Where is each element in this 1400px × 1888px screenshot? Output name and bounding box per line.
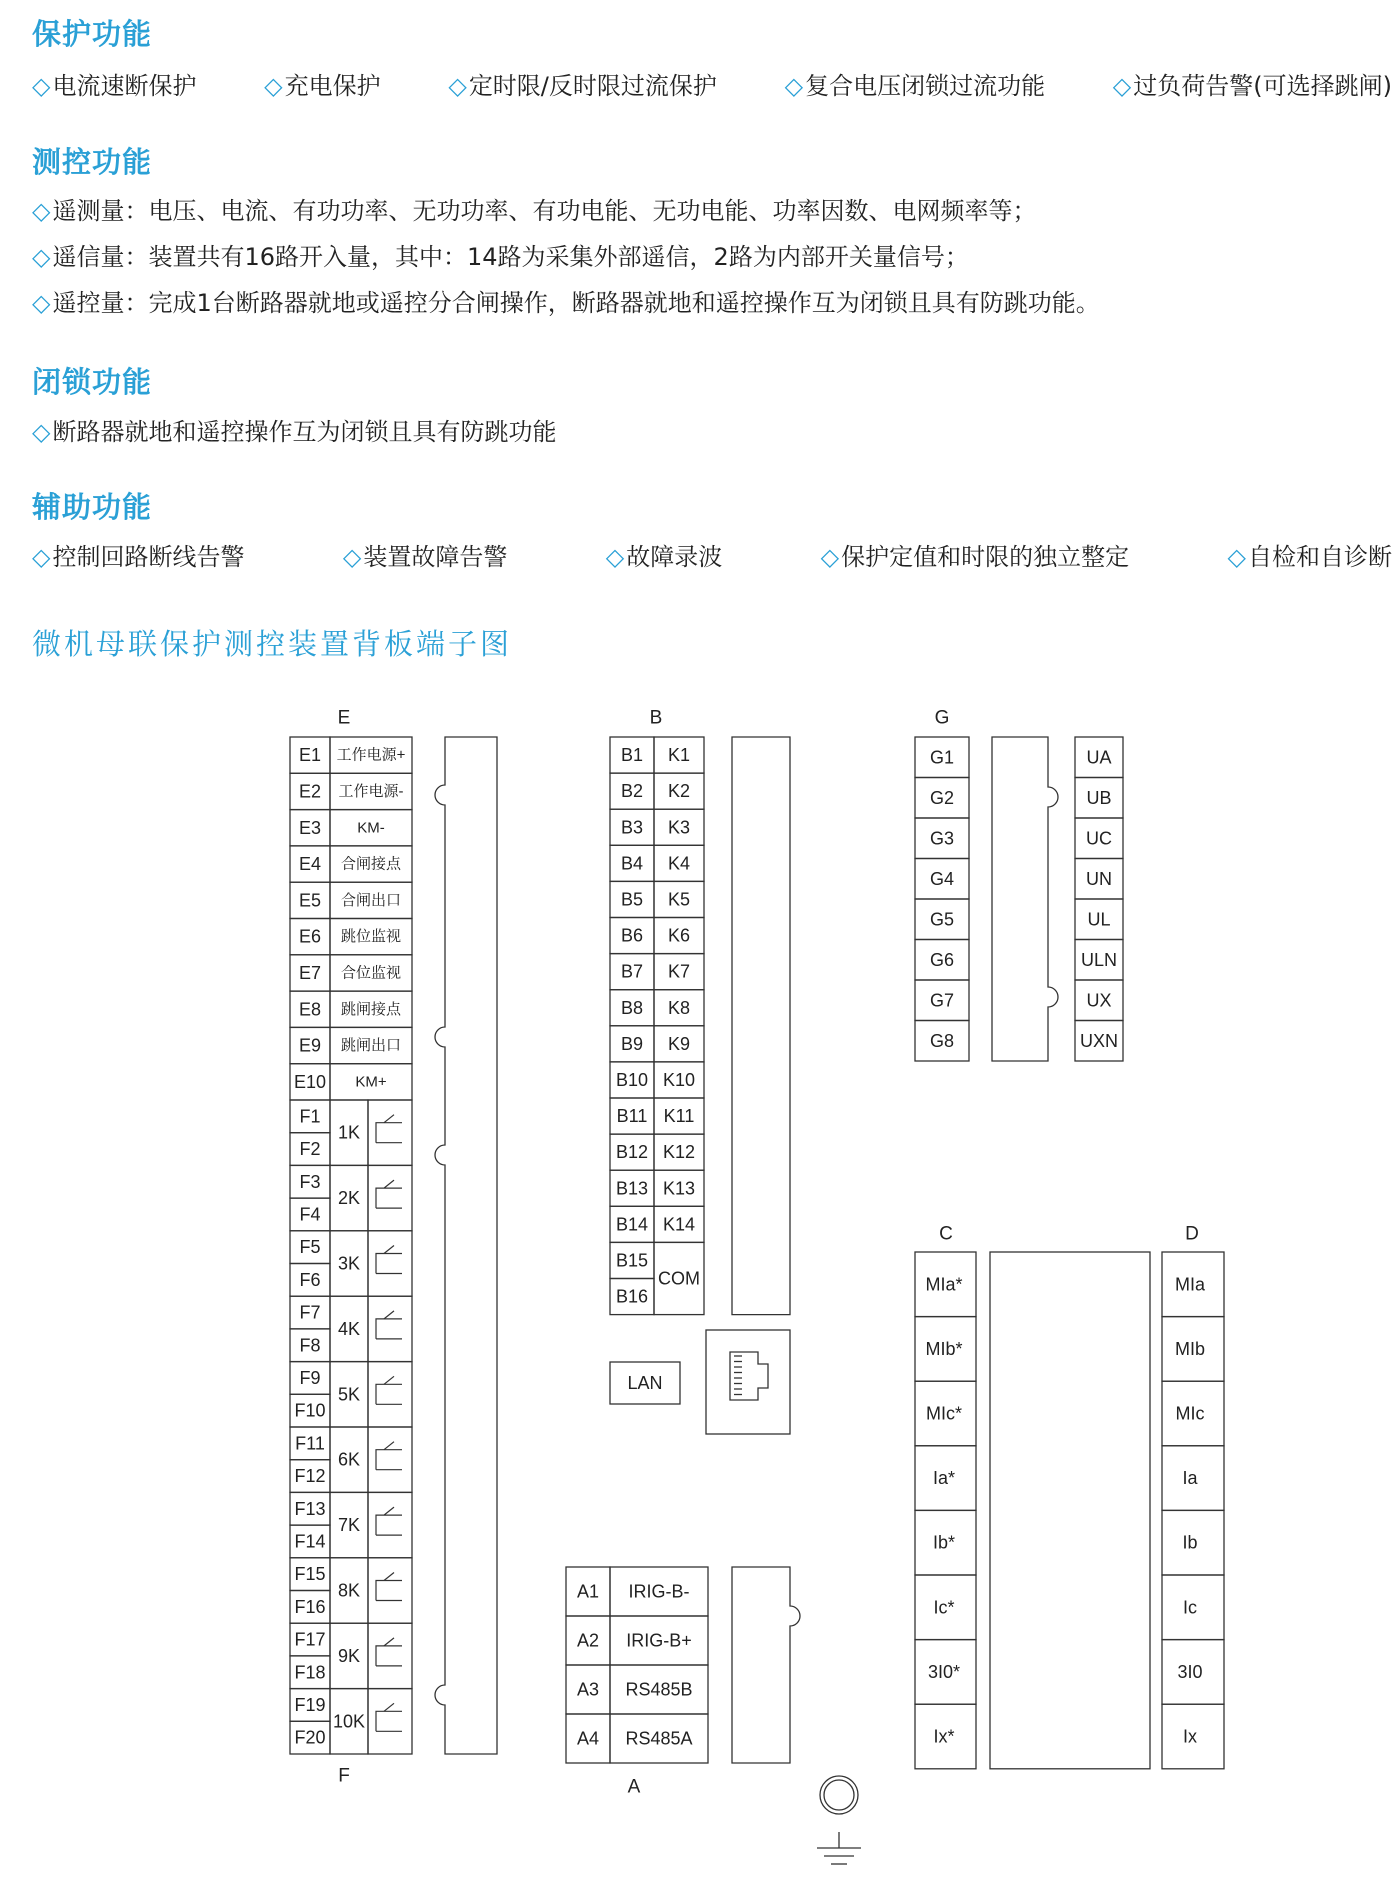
relay-contact-icon xyxy=(376,1311,402,1339)
e-terminal-label: E3 xyxy=(298,817,322,838)
f-terminal-label: F9 xyxy=(299,1367,321,1388)
diamond-icon: ◇ xyxy=(32,289,51,317)
b-input-label: K7 xyxy=(667,961,691,982)
e-terminal-label: E6 xyxy=(298,926,322,947)
measure-line: ◇遥测量：电压、电流、有功功率、无功功率、有功电能、无功电能、功率因数、电网频率等； xyxy=(32,197,1037,225)
c-d-connector xyxy=(990,1252,1150,1769)
g-voltage-label: UX xyxy=(1086,990,1112,1011)
f-relay-label: 1K xyxy=(337,1122,361,1143)
g-terminal-label: G1 xyxy=(929,747,955,768)
b-terminal-label: B16 xyxy=(615,1286,649,1307)
b-connector xyxy=(732,737,790,1315)
f-contact-cell xyxy=(368,1492,412,1557)
f-terminal-label: F2 xyxy=(299,1139,321,1160)
e-function-label: 跳闸出口 xyxy=(340,1037,402,1055)
section-title-measure: 测控功能 xyxy=(32,145,153,179)
e-function-label: 合位监视 xyxy=(340,964,402,982)
f-terminal-label: F20 xyxy=(294,1727,326,1748)
g-voltage-label: UC xyxy=(1086,828,1112,849)
b-terminal-label: B9 xyxy=(620,1033,644,1054)
f-terminal-label: F17 xyxy=(294,1629,326,1650)
measure-line: ◇遥控量：完成1台断路器就地或遥控分合闸操作，断路器就地和遥控操作互为闭锁且具有防跳功能。 xyxy=(32,289,1100,317)
b-input-label: K3 xyxy=(667,817,691,838)
aux-item: ◇自检和自诊断 xyxy=(1227,543,1392,571)
f-terminal-label: F12 xyxy=(294,1466,326,1487)
diamond-icon: ◇ xyxy=(448,72,467,100)
b-input-label: K9 xyxy=(667,1033,691,1054)
e-function-label: KM- xyxy=(357,819,385,837)
block-label-b: B xyxy=(649,707,663,729)
c-current-label: MIb* xyxy=(925,1338,963,1359)
b-input-label: K14 xyxy=(662,1214,696,1235)
b-terminal-label: B10 xyxy=(615,1069,649,1090)
f-contact-cell xyxy=(368,1100,412,1165)
f-contact-cell xyxy=(368,1362,412,1427)
f-relay-label: 7K xyxy=(337,1515,361,1536)
b-terminal-label: B12 xyxy=(615,1142,649,1163)
block-label-c: C xyxy=(939,1223,953,1245)
e-function-label: KM+ xyxy=(355,1073,387,1091)
d-current-label: 3I0 xyxy=(1177,1661,1203,1682)
b-input-label: K4 xyxy=(667,853,691,874)
e-f-connector xyxy=(435,737,497,1754)
f-relay-label: 2K xyxy=(337,1188,361,1209)
b-input-label: K12 xyxy=(662,1142,696,1163)
b-input-label: K13 xyxy=(662,1178,696,1199)
relay-contact-icon xyxy=(376,1638,402,1666)
a-signal-label: RS485A xyxy=(625,1728,693,1749)
f-relay-label: 8K xyxy=(337,1580,361,1601)
block-label-e: E xyxy=(337,707,351,729)
diamond-icon: ◇ xyxy=(264,72,283,100)
protection-item: ◇定时限/反时限过流保护 xyxy=(448,72,717,100)
e-terminal-label: E9 xyxy=(298,1035,322,1056)
f-terminal-label: F8 xyxy=(299,1335,321,1356)
block-label-d: D xyxy=(1185,1223,1199,1245)
f-terminal-label: F11 xyxy=(295,1433,325,1454)
g-terminal-label: G6 xyxy=(929,949,955,970)
e-terminal-label: E7 xyxy=(298,962,322,983)
f-terminal-label: F16 xyxy=(294,1596,326,1617)
aux-item: ◇装置故障告警 xyxy=(342,543,508,571)
b-terminal-label: B14 xyxy=(615,1214,649,1235)
relay-contact-icon xyxy=(376,1703,402,1731)
f-contact-cell xyxy=(368,1231,412,1296)
rj45-port-box xyxy=(706,1330,790,1434)
b-terminal-label: B5 xyxy=(620,889,644,910)
d-current-label: MIa xyxy=(1174,1274,1206,1295)
f-terminal-label: F6 xyxy=(299,1269,321,1290)
b-input-label: K1 xyxy=(667,745,691,766)
c-current-label: Ic* xyxy=(933,1597,955,1618)
g-voltage-label: UXN xyxy=(1079,1030,1119,1051)
f-terminal-label: F4 xyxy=(299,1204,321,1225)
a-signal-label: IRIG-B+ xyxy=(626,1630,692,1651)
protection-item: ◇充电保护 xyxy=(264,72,381,100)
g-voltage-label: UN xyxy=(1086,868,1112,889)
f-relay-label: 9K xyxy=(337,1645,361,1666)
b-input-label: K5 xyxy=(667,889,691,910)
d-current-label: Ia xyxy=(1182,1468,1198,1489)
block-label-g: G xyxy=(934,707,950,729)
f-relay-label: 6K xyxy=(337,1449,361,1470)
c-current-label: Ia* xyxy=(932,1468,956,1489)
e-function-label: 合闸接点 xyxy=(340,855,402,873)
relay-contact-icon xyxy=(376,1507,402,1535)
g-voltage-label: UB xyxy=(1086,787,1112,808)
ground-terminal-icon xyxy=(820,1776,858,1814)
f-contact-cell xyxy=(368,1427,412,1492)
f-contact-cell xyxy=(368,1165,412,1230)
relay-contact-icon xyxy=(376,1180,402,1208)
d-current-label: Ic xyxy=(1182,1597,1198,1618)
lan-label: LAN xyxy=(627,1373,663,1393)
diamond-icon: ◇ xyxy=(32,543,51,571)
e-terminal-label: E2 xyxy=(298,781,322,802)
protection-item: ◇过负荷告警(可选择跳闸) xyxy=(1112,72,1392,100)
g-connector xyxy=(992,737,1058,1061)
f-terminal-label: F19 xyxy=(294,1694,326,1715)
a-terminal-label: A2 xyxy=(576,1630,600,1651)
relay-contact-icon xyxy=(376,1376,402,1404)
b-terminal-label: B13 xyxy=(615,1178,649,1199)
e-function-label: 合闸出口 xyxy=(340,891,402,909)
diamond-icon: ◇ xyxy=(1112,72,1132,100)
lock-line: ◇断路器就地和遥控操作互为闭锁且具有防跳功能 xyxy=(32,418,557,446)
b-common-label: COM xyxy=(658,1268,700,1289)
g-terminal-label: G5 xyxy=(929,909,955,930)
b-input-label: K6 xyxy=(667,925,691,946)
ground-terminal-inner-icon xyxy=(824,1780,854,1810)
c-current-label: MIc* xyxy=(926,1403,962,1424)
e-terminal-label: E1 xyxy=(298,745,322,766)
e-function-label: 跳位监视 xyxy=(340,928,402,946)
f-relay-label: 4K xyxy=(337,1318,361,1339)
e-terminal-label: E4 xyxy=(298,854,322,875)
diamond-icon: ◇ xyxy=(605,543,625,571)
b-input-label: K10 xyxy=(662,1069,696,1090)
b-terminal-label: B3 xyxy=(620,817,644,838)
diamond-icon: ◇ xyxy=(820,543,840,571)
protection-item: ◇复合电压闭锁过流功能 xyxy=(784,72,1046,100)
f-contact-cell xyxy=(368,1689,412,1754)
relay-contact-icon xyxy=(376,1246,402,1274)
a-terminal-label: A4 xyxy=(576,1728,600,1749)
b-terminal-label: B11 xyxy=(616,1106,648,1127)
relay-contact-icon xyxy=(376,1573,402,1601)
f-terminal-label: F7 xyxy=(299,1302,321,1323)
d-current-label: Ib xyxy=(1182,1532,1198,1553)
rj45-port-icon xyxy=(730,1352,768,1400)
protection-item: ◇电流速断保护 xyxy=(32,72,197,100)
f-terminal-label: F14 xyxy=(294,1531,326,1552)
relay-contact-icon xyxy=(376,1115,402,1143)
b-terminal-label: B1 xyxy=(620,745,644,766)
b-input-label: K2 xyxy=(667,781,691,802)
f-contact-cell xyxy=(368,1296,412,1361)
a-terminal-label: A3 xyxy=(576,1679,600,1700)
f-terminal-label: F15 xyxy=(294,1564,326,1585)
diamond-icon: ◇ xyxy=(32,418,51,446)
f-terminal-label: F3 xyxy=(299,1171,321,1192)
c-current-label: MIa* xyxy=(925,1274,963,1295)
a-signal-label: IRIG-B- xyxy=(628,1581,690,1602)
e-terminal-label: E10 xyxy=(293,1071,327,1092)
f-terminal-label: F5 xyxy=(299,1237,321,1258)
a-terminal-label: A1 xyxy=(576,1581,600,1602)
f-terminal-label: F18 xyxy=(294,1662,326,1683)
f-relay-label: 3K xyxy=(337,1253,361,1274)
measure-line: ◇遥信量：装置共有16路开入量，其中：14路为采集外部遥信，2路为内部开关量信号； xyxy=(32,243,969,271)
g-voltage-label: ULN xyxy=(1080,949,1118,970)
section-title-protection: 保护功能 xyxy=(32,17,153,51)
section-title-aux: 辅助功能 xyxy=(32,490,153,524)
b-terminal-label: B15 xyxy=(615,1250,649,1271)
b-terminal-label: B8 xyxy=(620,997,644,1018)
f-relay-label: 5K xyxy=(337,1384,361,1405)
b-input-label: K8 xyxy=(667,997,691,1018)
diamond-icon: ◇ xyxy=(1227,543,1246,571)
e-function-label: 跳闸接点 xyxy=(340,1000,402,1018)
e-function-label: 工作电源+ xyxy=(336,746,406,764)
g-voltage-label: UA xyxy=(1086,747,1112,768)
f-contact-cell xyxy=(368,1623,412,1688)
e-function-label: 工作电源- xyxy=(338,782,404,800)
terminal-diagram xyxy=(0,690,1400,1888)
f-terminal-label: F1 xyxy=(299,1106,321,1127)
c-current-label: Ix* xyxy=(933,1726,955,1747)
f-contact-cell xyxy=(368,1558,412,1623)
g-voltage-label: UL xyxy=(1087,909,1111,930)
block-label-a: A xyxy=(627,1776,641,1798)
g-terminal-label: G8 xyxy=(929,1030,955,1051)
b-terminal-label: B7 xyxy=(620,961,644,982)
b-terminal-label: B4 xyxy=(620,853,644,874)
c-current-label: 3I0* xyxy=(927,1661,961,1682)
e-terminal-label: E8 xyxy=(298,999,322,1020)
section-title-lock: 闭锁功能 xyxy=(32,365,153,399)
f-terminal-label: F13 xyxy=(294,1498,326,1519)
f-relay-label: 10K xyxy=(332,1711,366,1732)
diamond-icon: ◇ xyxy=(342,543,362,571)
a-signal-label: RS485B xyxy=(625,1679,693,1700)
block-label-f: F xyxy=(338,1765,350,1787)
g-terminal-label: G4 xyxy=(929,868,955,889)
aux-item: ◇保护定值和时限的独立整定 xyxy=(820,543,1130,571)
b-terminal-label: B6 xyxy=(620,925,644,946)
f-terminal-label: F10 xyxy=(294,1400,326,1421)
diamond-icon: ◇ xyxy=(32,72,51,100)
diagram-title: 微机母联保护测控装置背板端子图 xyxy=(32,627,513,661)
protection-items xyxy=(32,66,1392,101)
d-current-label: MIc xyxy=(1175,1403,1205,1424)
aux-item: ◇控制回路断线告警 xyxy=(32,543,245,571)
e-terminal-label: E5 xyxy=(298,890,322,911)
d-current-label: MIb xyxy=(1174,1338,1206,1359)
diamond-icon: ◇ xyxy=(32,197,51,225)
relay-contact-icon xyxy=(376,1442,402,1470)
a-connector xyxy=(732,1567,800,1763)
g-terminal-label: G3 xyxy=(929,828,955,849)
aux-items xyxy=(32,537,1392,572)
g-terminal-label: G2 xyxy=(929,787,955,808)
aux-item: ◇故障录波 xyxy=(605,543,723,571)
b-input-label: K11 xyxy=(663,1106,695,1127)
b-terminal-label: B2 xyxy=(620,781,644,802)
diamond-icon: ◇ xyxy=(784,72,804,100)
d-current-label: Ix xyxy=(1182,1726,1198,1747)
diamond-icon: ◇ xyxy=(32,243,51,271)
c-current-label: Ib* xyxy=(932,1532,956,1553)
g-terminal-label: G7 xyxy=(929,990,955,1011)
